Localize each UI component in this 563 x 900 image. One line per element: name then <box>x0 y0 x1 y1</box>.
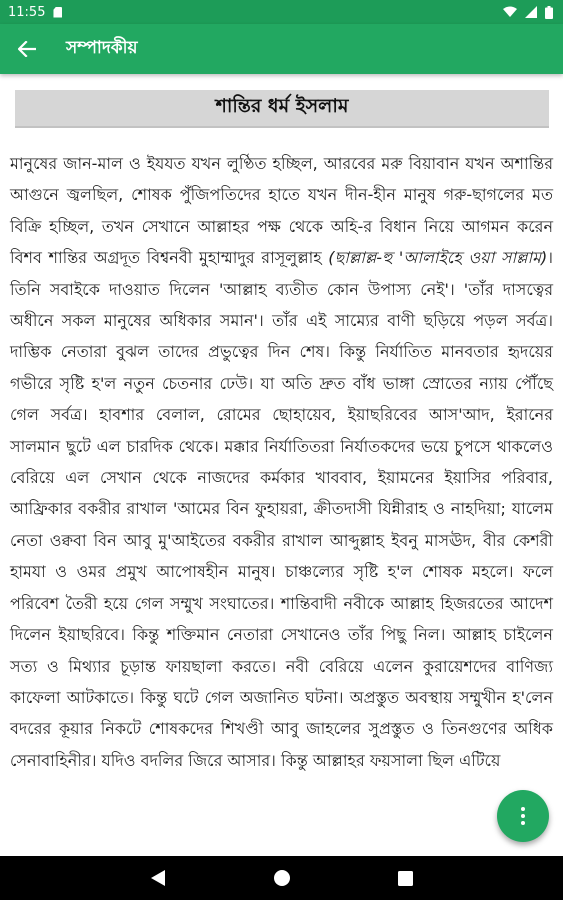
status-time: 11:55 <box>8 4 46 20</box>
status-left <box>8 5 62 20</box>
nav-home-button[interactable] <box>267 863 297 893</box>
arrow-left-icon <box>18 41 36 57</box>
app-bar <box>0 24 563 74</box>
triangle-back-icon <box>150 869 166 887</box>
more-options-fab[interactable] <box>497 790 549 842</box>
article-title: শান্তির ধর্ম ইসলাম <box>15 90 549 128</box>
more-vertical-icon <box>521 807 525 811</box>
square-recents-icon <box>398 871 413 886</box>
more-vertical-icon-dot <box>521 821 525 825</box>
article-content[interactable] <box>0 74 563 856</box>
article-body <box>10 148 553 776</box>
article-body-part1: মানুষের জান-মাল ও ইযযত যখন লুণ্ঠিত হচ্ছিল, আরবের মরু বিয়াবান যখন অশান্তির আগুনে জ্বলছিল, শোষক পুঁজিপতিদের হাতে যখন দীন-হীন মানুষ গরু-ছাগলের মত বিক্রি হচ্ছিল, তখন সেখানে আল্লাহর পক্ষ থেকে অহি-র বিধান নিয়ে আগমন করেন বিশব শান্তির অগ্রদূত বিশ্বনবী মুহাম্মাদুর রাসূলুল্লাহ <box>10 154 553 268</box>
app-title: সম্পাদকীয় <box>66 38 138 58</box>
battery-icon <box>545 6 553 19</box>
system-nav-bar <box>0 856 563 900</box>
more-vertical-icon-dot <box>521 814 525 818</box>
sim-card-icon <box>53 7 62 18</box>
back-button[interactable] <box>2 24 52 74</box>
nav-back-button[interactable] <box>143 863 173 893</box>
circle-home-icon <box>273 869 291 887</box>
nav-recents-button[interactable] <box>391 863 421 893</box>
wifi-icon <box>503 6 517 18</box>
status-bar <box>0 0 563 24</box>
article-salutation: (ছাল্লাল্ল-হু 'আলাইহে ওয়া সাল্লাম) <box>328 248 548 268</box>
status-right <box>503 6 553 19</box>
signal-icon <box>525 6 537 18</box>
article-body-part2: । তিনি সবাইকে দাওয়াত দিলেন 'আল্লাহ ব্যতীত কোন উপাস্য নেই'। 'তাঁর দাসত্বের অধীনে সকল মানুষের অধিকার সমান'। তাঁর এই সাম্যের বাণী ছড়িয়ে পড়ল সর্বত্র। দাম্ভিক নেতারা বুঝল তাদের প্রভুত্বের দিন শেষ। কিন্তু নির্যাতিত মানবতার হৃদয়ের গভীরে সৃষ্টি হ'ল নতুন চেতনার ঢেউ। যা অতি দ্রুত বাঁধ ভাঙ্গা স্রোতের ন্যায় পৌঁছে গেল সর্বত্র। হাবশার বেলাল, রোমের ছোহায়েব, ইয়াছরিবের আস'আদ, ইরানের সালমান ছুটে এল চারদিক থেকে। মক্কার নির্যাতিতরা নির্যাতকদের ভয়ে চুপসে থাকলেও বেরিয়ে এল সেখান থেকে নাজদের কর্মকার খাববাব, ইয়ামনের ইয়াসির পরিবার, আফ্রিকার বকরীর রাখাল 'আমের বিন ফুহায়রা, ক্রীতদাসী যিন্নীরাহ ও নাহদিয়া; যালেম নেতা ওক্ববা বিন আবু মু'আইতের বকরীর রাখাল আব্দুল্লাহ ইবনু মাসঊদ, বীর কেশরী হামযা ও ওমর প্রমুখ আপোষহীন মানুষ। চাঞ্চল্যের সৃষ্টি হ'ল শোষক মহলে। ফলে পরিবেশ তৈরী হয়ে গেল সম্মুখ সংঘাতের। শান্তিবাদী নবীকে আল্লাহ হিজরতের আদেশ দিলেন ইয়াছরিবে। কিন্তু শক্তিমান নেতারা সেখানেও তাঁর পিছু নিল। আল্লাহ চাইলেন সত্য ও মিথ্যার চূড়ান্ত ফায়ছালা করতে। নবী বেরিয়ে এলেন কুরায়েশদের বাণিজ্য কাফেলা আটকাতে। কিন্তু ঘটে গেল অজানিত ঘটনা। অপ্রস্তুত অবস্থায় সম্মুখীন হ'লেন বদরের কূয়ার নিকটে শোষকদের শিখণ্ডী আবু জাহলের সুপ্রস্তুত ও তিনগুণের অধিক সেনাবাহিনীর। যদিও বদলির জিরে আসার। কিন্তু আল্লাহর ফয়সালা ছিল এটিয়ে <box>10 248 553 770</box>
